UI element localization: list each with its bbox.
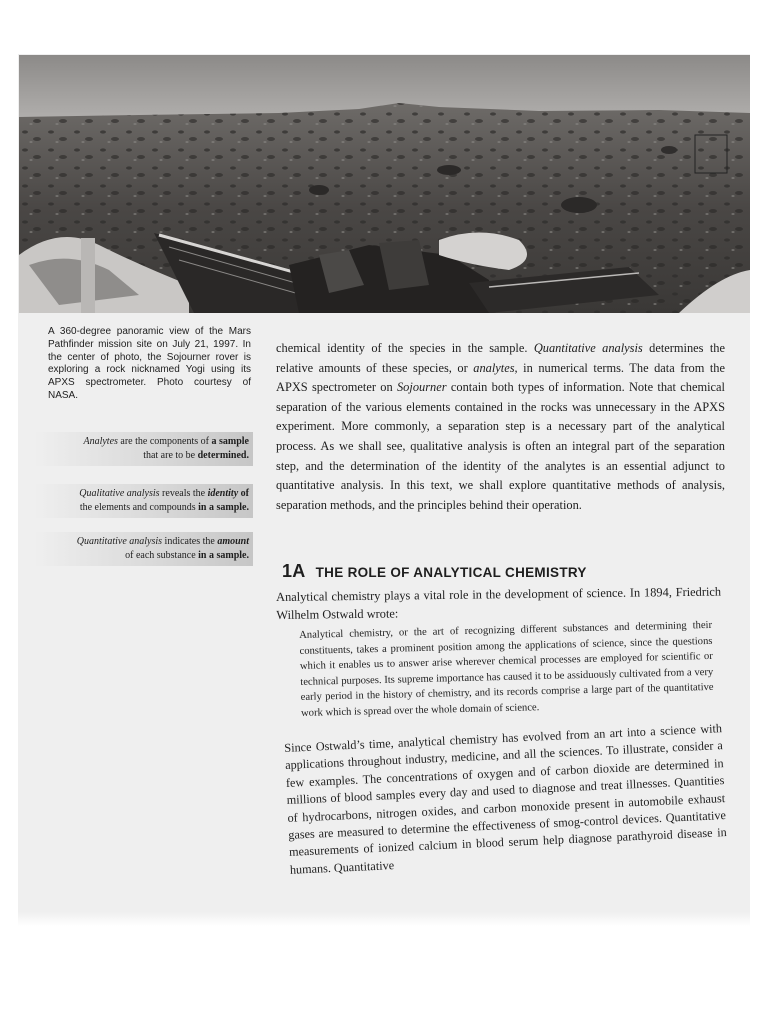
mars-panorama-photo (19, 55, 750, 313)
note-emphasis: identity (207, 488, 239, 499)
note-emphasis: a sample (211, 436, 249, 447)
section-title: THE ROLE OF ANALYTICAL CHEMISTRY (315, 565, 587, 580)
page-edge (18, 912, 750, 926)
note-text: that are to be (143, 450, 198, 461)
note-emphasis: determined. (197, 450, 249, 461)
note-term: Quantitative analysis (76, 536, 163, 547)
note-text: are the components of (117, 436, 212, 447)
note-term: Analytes (83, 436, 118, 447)
body-paragraph-2: Analytical chemistry plays a vital role in the development of science. In 1894, Friedrich Wilhelm Ostwald wrote: (276, 584, 722, 622)
paragraph-text: contain both types of information. Note that chemical separation of the various elements contained in the rocks was unnecessary in the APXS experiment. More commonly, a separation step is a necessary part of the analytical process. As we shall see, qualitative analysis is often an integral part of the separation step, and the determination of the identity of the analytes is an essential adjunct to quantitative analysis. In this text, we shall explore quantitative methods of analysis, separation methods, and the principles behind their operation. (276, 380, 725, 512)
paragraph-text: determines the relative amounts of these species, or (276, 341, 726, 375)
note-text: the elements and compounds (79, 502, 199, 513)
ostwald-quote: Analytical chemistry, or the art of recognizing different substances and determining their constituents, takes a prominent position among the applications of science, since the questions which it enables us to answer arise wherever chemical processes are employed for scientific or technical purposes. Its supreme importance has caused it to be assiduously cultivated from a very early period in the history of chemistry, and its records comprise a large part of the quantitative work which is spread over the whole domain of science. (299, 619, 714, 719)
mars-panorama-image (19, 55, 750, 313)
paragraph-text: chemical identity of the species in the sample. (276, 341, 534, 355)
margin-note-qualitative (34, 484, 253, 518)
note-text: indicates the (162, 536, 218, 547)
note-emphasis: in a sample. (198, 502, 249, 513)
body-paragraph-3: Since Ostwald’s time, analytical chemistry has evolved from an art into a science with applications throughout industry, medicine, and all the sciences. To illustrate, consider a few examples. The concentrations of oxygen and of carbon dioxide are determined in millions of blood samples every day and used to diagnose and treat illnesses. Quantities of hydrocarbons, nitrogen oxides, and carbon monoxide present in automobile exhaust gases are measured to determine the effectiveness of smog-control devices. Quantitative measurements of ionized calcium in blood serum help diagnose parathyroid disease in humans. Quantitative (284, 721, 727, 877)
note-text: of (238, 488, 249, 499)
note-term: Qualitative analysis (79, 488, 160, 499)
note-text: of each substance (125, 550, 199, 561)
note-emphasis: in a sample. (198, 550, 249, 561)
paragraph-term: Quantitative analysis (533, 341, 643, 355)
note-text: reveals the (159, 488, 208, 499)
section-heading (282, 561, 587, 582)
photo-caption: A 360-degree panoramic view of the Mars Pathfinder mission site on July 21, 1997. In the center of photo, the Sojourner rover is exploring a rock nicknamed Yogi using its APXS spectrometer. Photo courtesy of NASA. (48, 326, 251, 401)
margin-note-quantitative (34, 532, 253, 566)
paragraph-term: analytes, (473, 360, 518, 375)
paragraph-text: in numerical terms. The data from the APXS spectrometer on (276, 360, 725, 395)
section-number: 1A (282, 561, 306, 581)
margin-note-analytes (34, 432, 253, 466)
paragraph-term: Sojourner (396, 380, 447, 395)
body-paragraph-1 (276, 339, 725, 515)
note-emphasis: amount (217, 536, 249, 547)
